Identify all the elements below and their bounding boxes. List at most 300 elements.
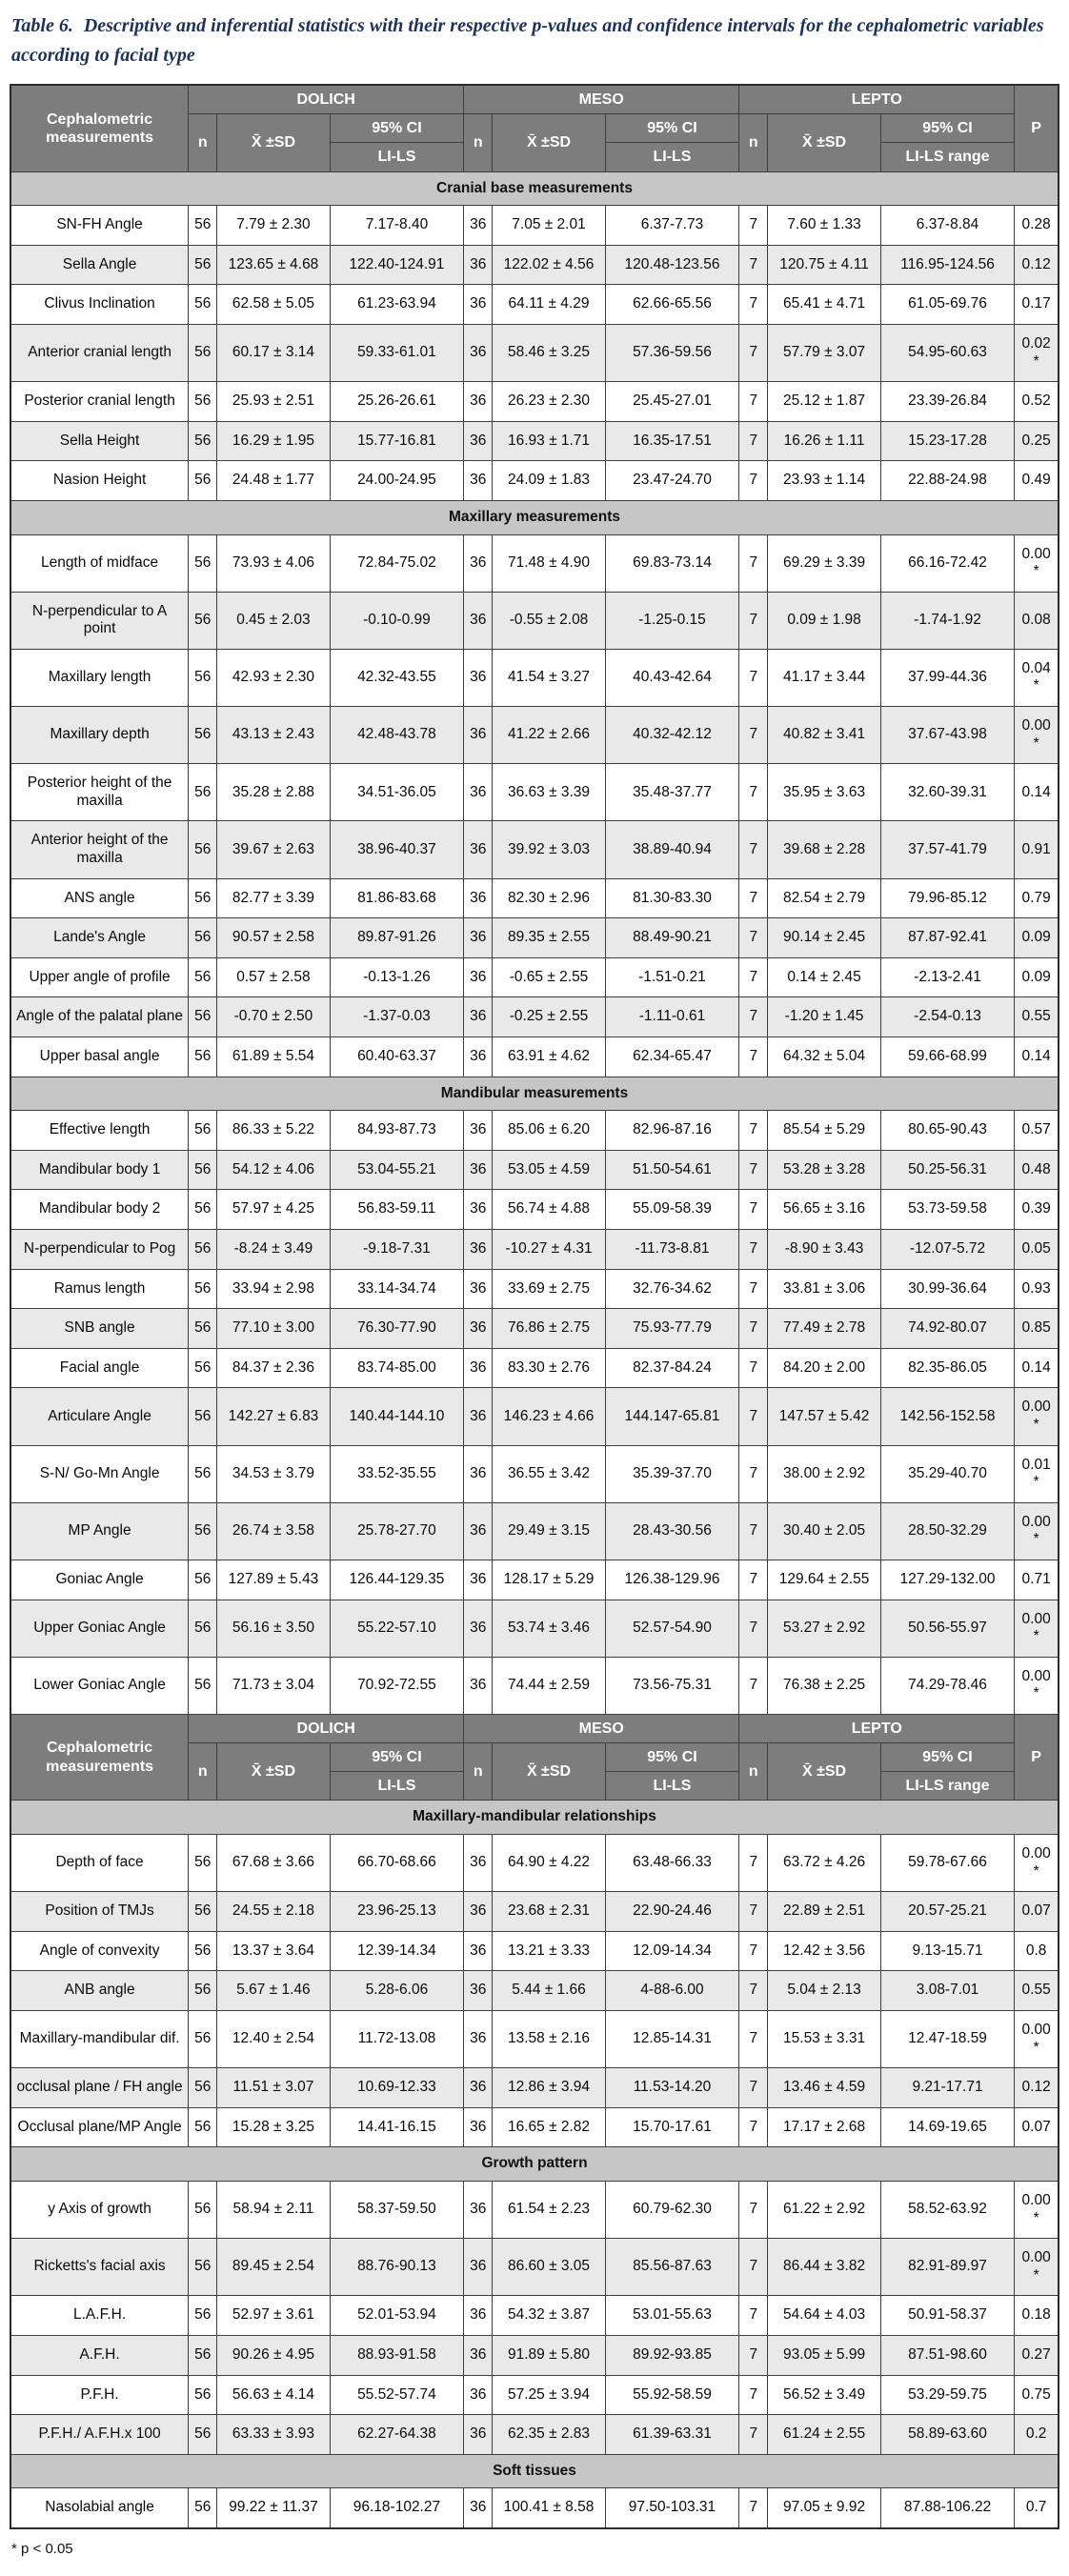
p-value: 0.75 — [1015, 2375, 1059, 2415]
measurement-label: N-perpendicular to Pog — [10, 1229, 189, 1269]
measurement-label: Nasion Height — [10, 461, 189, 501]
header-ci-sub-lepto: LI-LS range — [880, 143, 1015, 171]
meso-mean-sd: -0.65 ± 2.55 — [493, 957, 605, 997]
lepto-mean-sd: -1.20 ± 1.45 — [768, 997, 880, 1037]
header-measurements: Cephalometric measurements — [10, 85, 189, 171]
meso-mean-sd: 13.58 ± 2.16 — [493, 2011, 605, 2068]
meso-n: 36 — [464, 2239, 493, 2296]
p-value: 0.00 * — [1015, 2011, 1059, 2068]
dolich-ci: 84.93-87.73 — [330, 1111, 464, 1151]
meso-ci: 126.38-129.96 — [605, 1560, 739, 1600]
data-row — [10, 997, 1059, 1037]
data-row — [10, 1445, 1059, 1502]
lepto-ci: 32.60-39.31 — [880, 764, 1015, 821]
dolich-ci: 126.44-129.35 — [330, 1560, 464, 1600]
dolich-ci: 25.78-27.70 — [330, 1502, 464, 1560]
measurement-label: P.F.H./ A.F.H.x 100 — [10, 2415, 189, 2455]
dolich-n: 56 — [189, 1150, 217, 1190]
dolich-n: 56 — [189, 592, 217, 649]
p-value: 0.04 * — [1015, 649, 1059, 706]
meso-ci: 23.47-24.70 — [605, 461, 739, 501]
p-value: 0.27 — [1015, 2335, 1059, 2375]
lepto-mean-sd: 22.89 ± 2.51 — [768, 1892, 880, 1932]
meso-mean-sd: 89.35 ± 2.55 — [493, 918, 605, 958]
p-value: 0.93 — [1015, 1269, 1059, 1309]
lepto-n: 7 — [739, 1931, 768, 1971]
p-value: 0.12 — [1015, 245, 1059, 285]
data-row — [10, 1971, 1059, 2011]
dolich-mean-sd: 16.29 ± 1.95 — [217, 421, 330, 461]
lepto-ci: 79.96-85.12 — [880, 878, 1015, 918]
data-row — [10, 1560, 1059, 1600]
header-p: P — [1015, 1714, 1059, 1801]
meso-n: 36 — [464, 1502, 493, 1560]
measurement-label: MP Angle — [10, 1502, 189, 1560]
lepto-n: 7 — [739, 1037, 768, 1077]
measurement-label: SN-FH Angle — [10, 206, 189, 246]
dolich-mean-sd: 43.13 ± 2.43 — [217, 707, 330, 764]
header-group-meso: MESO — [464, 1714, 739, 1742]
measurement-label: ANB angle — [10, 1971, 189, 2011]
dolich-n: 56 — [189, 245, 217, 285]
header-p: P — [1015, 85, 1059, 171]
lepto-n: 7 — [739, 324, 768, 381]
measurement-label: Posterior height of the maxilla — [10, 764, 189, 821]
p-value: 0.55 — [1015, 997, 1059, 1037]
lepto-n: 7 — [739, 918, 768, 958]
lepto-ci: -2.54-0.13 — [880, 997, 1015, 1037]
meso-n: 36 — [464, 1037, 493, 1077]
lepto-ci: 3.08-7.01 — [880, 1971, 1015, 2011]
data-row — [10, 1150, 1059, 1190]
lepto-mean-sd: 64.32 ± 5.04 — [768, 1037, 880, 1077]
p-value: 0.00 * — [1015, 1600, 1059, 1657]
dolich-n: 56 — [189, 421, 217, 461]
header-ci-meso: 95% CI — [605, 114, 739, 143]
measurement-label: Upper basal angle — [10, 1037, 189, 1077]
lepto-ci: 23.39-26.84 — [880, 382, 1015, 422]
meso-ci: 16.35-17.51 — [605, 421, 739, 461]
header-group-meso: MESO — [464, 85, 739, 114]
p-value: 0.09 — [1015, 957, 1059, 997]
p-value: 0.00 * — [1015, 2181, 1059, 2238]
dolich-ci: 81.86-83.68 — [330, 878, 464, 918]
lepto-mean-sd: 33.81 ± 3.06 — [768, 1269, 880, 1309]
data-row — [10, 382, 1059, 422]
lepto-ci: 116.95-124.56 — [880, 245, 1015, 285]
meso-mean-sd: 41.54 ± 3.27 — [493, 649, 605, 706]
lepto-n: 7 — [739, 707, 768, 764]
meso-ci: 40.32-42.12 — [605, 707, 739, 764]
lepto-n: 7 — [739, 206, 768, 246]
meso-ci: 11.53-14.20 — [605, 2068, 739, 2108]
data-row — [10, 206, 1059, 246]
lepto-ci: -1.74-1.92 — [880, 592, 1015, 649]
dolich-ci: 14.41-16.15 — [330, 2107, 464, 2147]
lepto-n: 7 — [739, 592, 768, 649]
meso-ci: 82.37-84.24 — [605, 1348, 739, 1388]
section-title: Soft tissues — [10, 2454, 1059, 2488]
dolich-ci: 38.96-40.37 — [330, 821, 464, 878]
meso-n: 36 — [464, 1657, 493, 1714]
meso-mean-sd: -0.55 ± 2.08 — [493, 592, 605, 649]
meso-mean-sd: 23.68 ± 2.31 — [493, 1892, 605, 1932]
lepto-n: 7 — [739, 1190, 768, 1230]
measurement-label: Length of midface — [10, 534, 189, 592]
dolich-n: 56 — [189, 1190, 217, 1230]
data-row — [10, 534, 1059, 592]
dolich-ci: 10.69-12.33 — [330, 2068, 464, 2108]
dolich-ci: 60.40-63.37 — [330, 1037, 464, 1077]
data-row — [10, 2335, 1059, 2375]
header-ci-sub-dolich: LI-LS — [330, 143, 464, 171]
meso-mean-sd: 71.48 ± 4.90 — [493, 534, 605, 592]
meso-n: 36 — [464, 2375, 493, 2415]
statistics-table — [10, 84, 1059, 2529]
lepto-ci: 82.35-86.05 — [880, 1348, 1015, 1388]
lepto-n: 7 — [739, 2375, 768, 2415]
meso-n: 36 — [464, 1190, 493, 1230]
lepto-n: 7 — [739, 1971, 768, 2011]
measurement-label: A.F.H. — [10, 2335, 189, 2375]
meso-n: 36 — [464, 649, 493, 706]
meso-ci: 120.48-123.56 — [605, 245, 739, 285]
dolich-ci: 89.87-91.26 — [330, 918, 464, 958]
dolich-n: 56 — [189, 764, 217, 821]
measurement-label: ANS angle — [10, 878, 189, 918]
lepto-n: 7 — [739, 534, 768, 592]
dolich-mean-sd: -8.24 ± 3.49 — [217, 1229, 330, 1269]
meso-ci: -1.51-0.21 — [605, 957, 739, 997]
lepto-ci: 20.57-25.21 — [880, 1892, 1015, 1932]
meso-ci: 69.83-73.14 — [605, 534, 739, 592]
meso-n: 36 — [464, 2107, 493, 2147]
dolich-n: 56 — [189, 2415, 217, 2455]
meso-n: 36 — [464, 1229, 493, 1269]
meso-ci: 35.48-37.77 — [605, 764, 739, 821]
p-value: 0.14 — [1015, 764, 1059, 821]
lepto-mean-sd: 25.12 ± 1.87 — [768, 382, 880, 422]
lepto-mean-sd: 53.28 ± 3.28 — [768, 1150, 880, 1190]
meso-mean-sd: 7.05 ± 2.01 — [493, 206, 605, 246]
dolich-mean-sd: -0.70 ± 2.50 — [217, 997, 330, 1037]
meso-n: 36 — [464, 707, 493, 764]
header-mean-sd-meso: X̄ ±SD — [493, 1743, 605, 1801]
dolich-n: 56 — [189, 1657, 217, 1714]
meso-mean-sd: 41.22 ± 2.66 — [493, 707, 605, 764]
lepto-mean-sd: 35.95 ± 3.63 — [768, 764, 880, 821]
meso-ci: 15.70-17.61 — [605, 2107, 739, 2147]
dolich-n: 56 — [189, 649, 217, 706]
data-row — [10, 2181, 1059, 2238]
p-value: 0.01 * — [1015, 1445, 1059, 1502]
lepto-n: 7 — [739, 2011, 768, 2068]
dolich-mean-sd: 25.93 ± 2.51 — [217, 382, 330, 422]
lepto-ci: 87.88-106.22 — [880, 2488, 1015, 2528]
data-row — [10, 1502, 1059, 1560]
lepto-mean-sd: 61.22 ± 2.92 — [768, 2181, 880, 2238]
header-ci-sub-dolich: LI-LS — [330, 1772, 464, 1801]
header-measurements: Cephalometric measurements — [10, 1714, 189, 1801]
dolich-n: 56 — [189, 1600, 217, 1657]
data-row — [10, 2375, 1059, 2415]
meso-n: 36 — [464, 2068, 493, 2108]
lepto-ci: 127.29-132.00 — [880, 1560, 1015, 1600]
data-row — [10, 2239, 1059, 2296]
meso-ci: 28.43-30.56 — [605, 1502, 739, 1560]
p-value: 0.28 — [1015, 206, 1059, 246]
dolich-mean-sd: 56.63 ± 4.14 — [217, 2375, 330, 2415]
meso-n: 36 — [464, 421, 493, 461]
p-value: 0.8 — [1015, 1931, 1059, 1971]
dolich-n: 56 — [189, 2488, 217, 2528]
dolich-mean-sd: 127.89 ± 5.43 — [217, 1560, 330, 1600]
measurement-label: Position of TMJs — [10, 1892, 189, 1932]
lepto-n: 7 — [739, 1229, 768, 1269]
meso-ci: 25.45-27.01 — [605, 382, 739, 422]
dolich-mean-sd: 0.57 ± 2.58 — [217, 957, 330, 997]
data-row — [10, 764, 1059, 821]
lepto-ci: 6.37-8.84 — [880, 206, 1015, 246]
measurement-label: S-N/ Go-Mn Angle — [10, 1445, 189, 1502]
p-value: 0.00 * — [1015, 1502, 1059, 1560]
header-n-meso: n — [464, 1743, 493, 1801]
p-value: 0.07 — [1015, 2107, 1059, 2147]
lepto-n: 7 — [739, 2239, 768, 2296]
lepto-mean-sd: 65.41 ± 4.71 — [768, 285, 880, 325]
lepto-ci: 54.95-60.63 — [880, 324, 1015, 381]
lepto-mean-sd: 54.64 ± 4.03 — [768, 2296, 880, 2336]
data-row — [10, 1892, 1059, 1932]
dolich-ci: 70.92-72.55 — [330, 1657, 464, 1714]
measurement-label: Mandibular body 2 — [10, 1190, 189, 1230]
lepto-mean-sd: 63.72 ± 4.26 — [768, 1835, 880, 1892]
header-group-lepto: LEPTO — [739, 85, 1015, 114]
data-row — [10, 707, 1059, 764]
dolich-mean-sd: 11.51 ± 3.07 — [217, 2068, 330, 2108]
dolich-ci: 66.70-68.66 — [330, 1835, 464, 1892]
dolich-mean-sd: 73.93 ± 4.06 — [217, 534, 330, 592]
p-value: 0.85 — [1015, 1309, 1059, 1349]
dolich-n: 56 — [189, 534, 217, 592]
header-ci-meso: 95% CI — [605, 1743, 739, 1772]
meso-mean-sd: 83.30 ± 2.76 — [493, 1348, 605, 1388]
p-value: 0.00 * — [1015, 2239, 1059, 2296]
lepto-ci: 66.16-72.42 — [880, 534, 1015, 592]
header-n-meso: n — [464, 114, 493, 171]
dolich-n: 56 — [189, 1835, 217, 1892]
meso-ci: 63.48-66.33 — [605, 1835, 739, 1892]
lepto-ci: 50.56-55.97 — [880, 1600, 1015, 1657]
lepto-ci: 53.29-59.75 — [880, 2375, 1015, 2415]
lepto-n: 7 — [739, 285, 768, 325]
lepto-ci: -12.07-5.72 — [880, 1229, 1015, 1269]
meso-mean-sd: 56.74 ± 4.88 — [493, 1190, 605, 1230]
lepto-ci: 35.29-40.70 — [880, 1445, 1015, 1502]
header-mean-sd-lepto: X̄ ±SD — [768, 1743, 880, 1801]
dolich-n: 56 — [189, 1931, 217, 1971]
meso-n: 36 — [464, 1931, 493, 1971]
lepto-ci: 28.50-32.29 — [880, 1502, 1015, 1560]
meso-n: 36 — [464, 534, 493, 592]
dolich-n: 56 — [189, 206, 217, 246]
dolich-mean-sd: 42.93 ± 2.30 — [217, 649, 330, 706]
section-row — [10, 1801, 1059, 1835]
table-caption-label: Table 6. — [11, 15, 73, 36]
p-value: 0.39 — [1015, 1190, 1059, 1230]
meso-ci: 22.90-24.46 — [605, 1892, 739, 1932]
dolich-mean-sd: 52.97 ± 3.61 — [217, 2296, 330, 2336]
section-row — [10, 1077, 1059, 1111]
dolich-n: 56 — [189, 1348, 217, 1388]
measurement-label: y Axis of growth — [10, 2181, 189, 2238]
lepto-n: 7 — [739, 2335, 768, 2375]
lepto-n: 7 — [739, 649, 768, 706]
measurement-label: Clivus Inclination — [10, 285, 189, 325]
lepto-mean-sd: 82.54 ± 2.79 — [768, 878, 880, 918]
measurement-label: Posterior cranial length — [10, 382, 189, 422]
lepto-ci: 9.21-17.71 — [880, 2068, 1015, 2108]
lepto-n: 7 — [739, 1388, 768, 1445]
p-value: 0.09 — [1015, 918, 1059, 958]
p-value: 0.52 — [1015, 382, 1059, 422]
lepto-n: 7 — [739, 821, 768, 878]
header-ci-dolich: 95% CI — [330, 114, 464, 143]
meso-n: 36 — [464, 764, 493, 821]
header-ci-sub-meso: LI-LS — [605, 143, 739, 171]
lepto-ci: 74.29-78.46 — [880, 1657, 1015, 1714]
meso-n: 36 — [464, 1388, 493, 1445]
dolich-n: 56 — [189, 1309, 217, 1349]
top-header-row-groups — [10, 85, 1059, 114]
measurement-label: P.F.H. — [10, 2375, 189, 2415]
lepto-ci: 15.23-17.28 — [880, 421, 1015, 461]
meso-n: 36 — [464, 821, 493, 878]
lepto-n: 7 — [739, 764, 768, 821]
significance-footnote: * p < 0.05 — [11, 2540, 73, 2557]
lepto-ci: 80.65-90.43 — [880, 1111, 1015, 1151]
p-value: 0.7 — [1015, 2488, 1059, 2528]
p-value: 0.12 — [1015, 2068, 1059, 2108]
dolich-mean-sd: 12.40 ± 2.54 — [217, 2011, 330, 2068]
data-row — [10, 2488, 1059, 2528]
lepto-mean-sd: 57.79 ± 3.07 — [768, 324, 880, 381]
section-title: Maxillary measurements — [10, 500, 1059, 534]
meso-mean-sd: 36.63 ± 3.39 — [493, 764, 605, 821]
header-ci-sub-lepto: LI-LS range — [880, 1772, 1015, 1801]
data-row — [10, 461, 1059, 501]
dolich-mean-sd: 62.58 ± 5.05 — [217, 285, 330, 325]
lepto-mean-sd: 0.09 ± 1.98 — [768, 592, 880, 649]
p-value: 0.48 — [1015, 1150, 1059, 1190]
lepto-n: 7 — [739, 2415, 768, 2455]
dolich-ci: 53.04-55.21 — [330, 1150, 464, 1190]
dolich-ci: 12.39-14.34 — [330, 1931, 464, 1971]
dolich-ci: 88.93-91.58 — [330, 2335, 464, 2375]
dolich-ci: 96.18-102.27 — [330, 2488, 464, 2528]
lepto-mean-sd: 129.64 ± 2.55 — [768, 1560, 880, 1600]
meso-ci: 144.147-65.81 — [605, 1388, 739, 1445]
dolich-ci: 15.77-16.81 — [330, 421, 464, 461]
lepto-n: 7 — [739, 1657, 768, 1714]
dolich-ci: 23.96-25.13 — [330, 1892, 464, 1932]
data-row — [10, 421, 1059, 461]
dolich-ci: 76.30-77.90 — [330, 1309, 464, 1349]
meso-ci: 40.43-42.64 — [605, 649, 739, 706]
dolich-ci: 55.52-57.74 — [330, 2375, 464, 2415]
meso-n: 36 — [464, 324, 493, 381]
dolich-n: 56 — [189, 382, 217, 422]
measurement-label: Maxillary-mandibular dif. — [10, 2011, 189, 2068]
lepto-n: 7 — [739, 382, 768, 422]
header-group-dolich: DOLICH — [189, 1714, 464, 1742]
lepto-n: 7 — [739, 1111, 768, 1151]
dolich-n: 56 — [189, 285, 217, 325]
dolich-n: 56 — [189, 707, 217, 764]
meso-mean-sd: 5.44 ± 1.66 — [493, 1971, 605, 2011]
meso-mean-sd: 61.54 ± 2.23 — [493, 2181, 605, 2238]
p-value: 0.18 — [1015, 2296, 1059, 2336]
measurement-label: Ramus length — [10, 1269, 189, 1309]
lepto-n: 7 — [739, 421, 768, 461]
meso-mean-sd: 58.46 ± 3.25 — [493, 324, 605, 381]
data-row — [10, 1037, 1059, 1077]
dolich-n: 56 — [189, 1037, 217, 1077]
lepto-n: 7 — [739, 461, 768, 501]
meso-mean-sd: 12.86 ± 3.94 — [493, 2068, 605, 2108]
meso-n: 36 — [464, 997, 493, 1037]
lepto-mean-sd: 85.54 ± 5.29 — [768, 1111, 880, 1151]
dolich-mean-sd: 71.73 ± 3.04 — [217, 1657, 330, 1714]
lepto-ci: 37.99-44.36 — [880, 649, 1015, 706]
dolich-mean-sd: 57.97 ± 4.25 — [217, 1190, 330, 1230]
meso-mean-sd: 64.90 ± 4.22 — [493, 1835, 605, 1892]
meso-ci: 6.37-7.73 — [605, 206, 739, 246]
p-value: 0.14 — [1015, 1348, 1059, 1388]
data-row — [10, 649, 1059, 706]
meso-ci: 73.56-75.31 — [605, 1657, 739, 1714]
lepto-n: 7 — [739, 1600, 768, 1657]
meso-mean-sd: 29.49 ± 3.15 — [493, 1502, 605, 1560]
meso-ci: 97.50-103.31 — [605, 2488, 739, 2528]
header-mean-sd-meso: X̄ ±SD — [493, 114, 605, 171]
data-row — [10, 1229, 1059, 1269]
lepto-ci: 14.69-19.65 — [880, 2107, 1015, 2147]
p-value: 0.49 — [1015, 461, 1059, 501]
lepto-n: 7 — [739, 1150, 768, 1190]
data-row — [10, 1309, 1059, 1349]
p-value: 0.55 — [1015, 1971, 1059, 2011]
dolich-n: 56 — [189, 2011, 217, 2068]
section-title: Maxillary-mandibular relationships — [10, 1801, 1059, 1835]
measurement-label: Anterior cranial length — [10, 324, 189, 381]
dolich-ci: 122.40-124.91 — [330, 245, 464, 285]
meso-mean-sd: 53.05 ± 4.59 — [493, 1150, 605, 1190]
dolich-ci: 140.44-144.10 — [330, 1388, 464, 1445]
meso-mean-sd: 26.23 ± 2.30 — [493, 382, 605, 422]
meso-n: 36 — [464, 285, 493, 325]
measurement-label: Ricketts's facial axis — [10, 2239, 189, 2296]
meso-ci: 12.85-14.31 — [605, 2011, 739, 2068]
lepto-n: 7 — [739, 1348, 768, 1388]
lepto-n: 7 — [739, 2107, 768, 2147]
lepto-mean-sd: 38.00 ± 2.92 — [768, 1445, 880, 1502]
lepto-mean-sd: 97.05 ± 9.92 — [768, 2488, 880, 2528]
measurement-label: Upper angle of profile — [10, 957, 189, 997]
dolich-n: 56 — [189, 918, 217, 958]
meso-mean-sd: 63.91 ± 4.62 — [493, 1037, 605, 1077]
data-row — [10, 821, 1059, 878]
